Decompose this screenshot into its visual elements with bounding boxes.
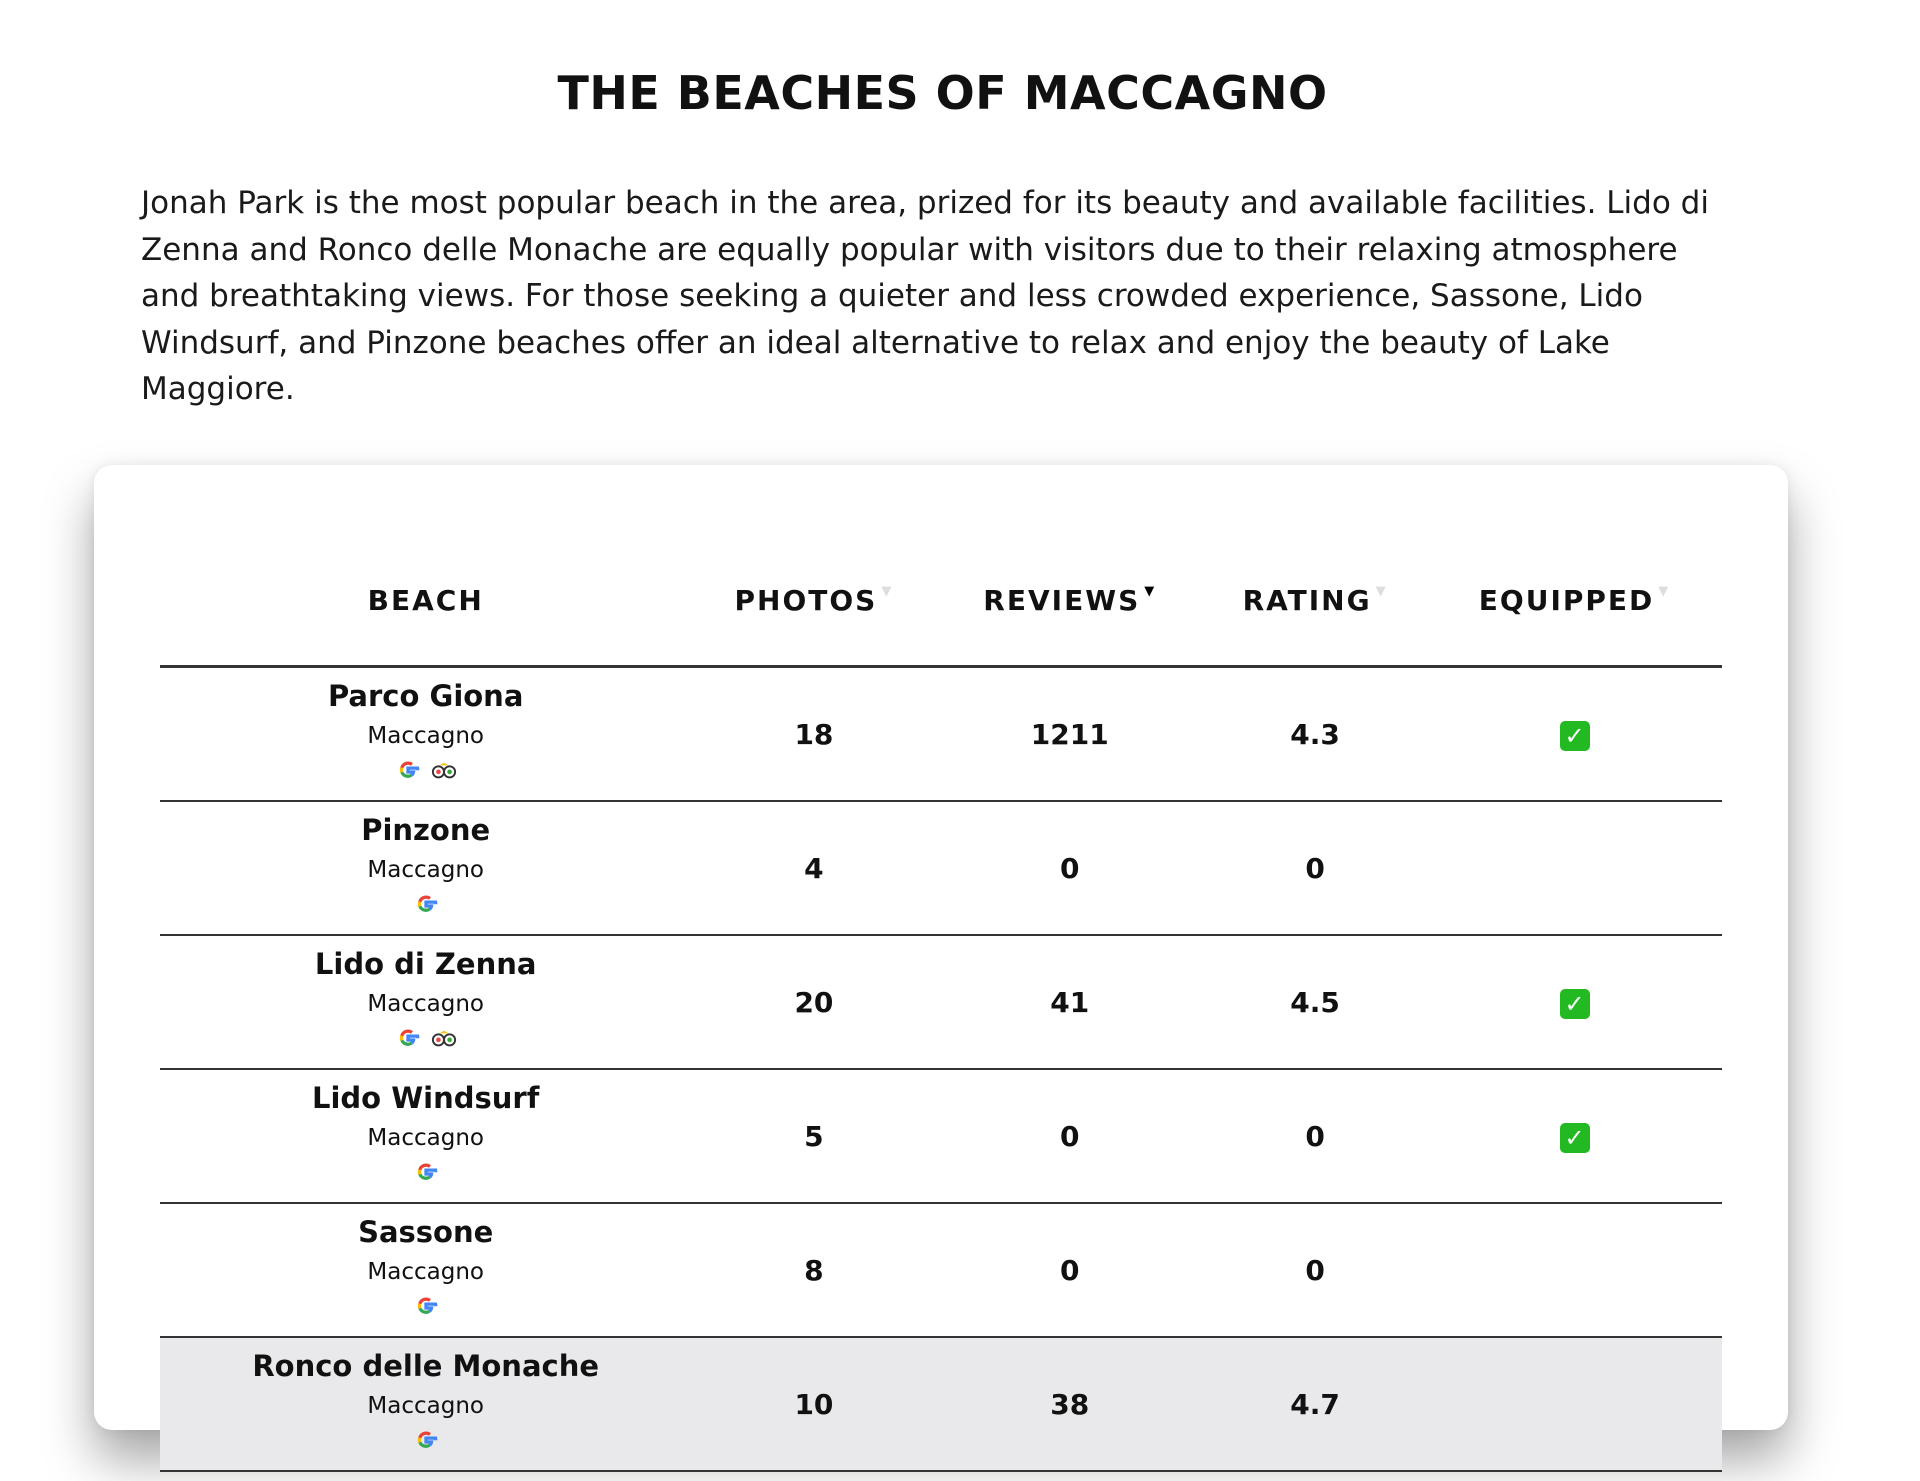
column-header-photos[interactable] [691, 535, 936, 667]
table-row[interactable] [160, 1337, 1722, 1471]
column-header-label: EQUIPPED [1478, 583, 1655, 617]
beach-name[interactable]: Pinzone [361, 812, 491, 847]
beach-cell [160, 667, 691, 802]
equipped-cell [1427, 801, 1722, 935]
column-header-label: RATING [1242, 583, 1372, 617]
google-icon[interactable] [413, 1159, 439, 1192]
beach-name[interactable]: Lido Windsurf [312, 1080, 540, 1115]
table-row[interactable] [160, 667, 1722, 802]
beach-name[interactable]: Lido di Zenna [314, 946, 537, 981]
rating-cell: 4.7 [1203, 1337, 1427, 1471]
column-header-rating[interactable] [1203, 535, 1427, 667]
equipped-cell [1427, 1337, 1722, 1471]
equipped-cell [1427, 1203, 1722, 1337]
table-row[interactable] [160, 1203, 1722, 1337]
intro-paragraph: Jonah Park is the most popular beach in the area, prized for its beauty and available facilities. Lido di Zenna and Ronco delle Monache are equally popular with visitors due to their relaxing atmosphere and breathtaking views. For those seeking a quieter and less crowded experience, Sassone, Lido Windsurf, and Pinzone beaches offer an ideal alternative to relax and enjoy the beauty of Lake Maggiore. [141, 185, 1709, 407]
table-row[interactable] [160, 801, 1722, 935]
tripadvisor-icon[interactable] [431, 757, 457, 790]
beach-cell [160, 801, 691, 935]
beach-location: Maccagno [367, 1124, 484, 1151]
beach-location: Maccagno [367, 856, 484, 883]
google-icon[interactable] [395, 1025, 421, 1058]
column-header-label: REVIEWS [983, 583, 1141, 617]
rating-cell: 4.5 [1203, 935, 1427, 1069]
equipped-cell [1427, 1069, 1722, 1203]
page-title: THE BEACHES OF MACCAGNO [557, 66, 1328, 120]
sort-arrow-icon[interactable]: ▼ [1375, 583, 1388, 599]
beaches-table [160, 535, 1722, 1472]
column-header-label: PHOTOS [734, 583, 878, 617]
beach-cell [160, 1337, 691, 1471]
equipped-cell [1427, 935, 1722, 1069]
check-icon: ✓ [1560, 1123, 1590, 1153]
beach-name[interactable]: Sassone [358, 1214, 494, 1249]
google-icon[interactable] [413, 1293, 439, 1326]
column-header-label: BEACH [367, 583, 484, 617]
google-icon[interactable] [413, 891, 439, 924]
beach-cell [160, 935, 691, 1069]
rating-cell: 4.3 [1203, 667, 1427, 802]
beach-location: Maccagno [367, 1392, 484, 1419]
beach-name[interactable]: Parco Giona [327, 678, 524, 713]
rating-cell: 0 [1203, 1069, 1427, 1203]
photos-cell: 5 [691, 1069, 936, 1203]
equipped-cell [1427, 667, 1722, 802]
google-icon[interactable] [413, 1427, 439, 1460]
reviews-cell: 0 [936, 1203, 1203, 1337]
reviews-cell: 1211 [936, 667, 1203, 802]
reviews-cell: 0 [936, 1069, 1203, 1203]
beach-cell [160, 1203, 691, 1337]
reviews-cell: 41 [936, 935, 1203, 1069]
photos-cell: 10 [691, 1337, 936, 1471]
sort-arrow-icon[interactable]: ▼ [881, 583, 894, 599]
beach-cell [160, 1069, 691, 1203]
sort-arrow-icon[interactable]: ▼ [1658, 583, 1671, 599]
photos-cell: 20 [691, 935, 936, 1069]
beach-location: Maccagno [367, 1258, 484, 1285]
table-row[interactable] [160, 1069, 1722, 1203]
rating-cell: 0 [1203, 1203, 1427, 1337]
photos-cell: 18 [691, 667, 936, 802]
reviews-cell: 38 [936, 1337, 1203, 1471]
rating-cell: 0 [1203, 801, 1427, 935]
check-icon: ✓ [1560, 989, 1590, 1019]
photos-cell: 8 [691, 1203, 936, 1337]
beach-location: Maccagno [367, 722, 484, 749]
tripadvisor-icon[interactable] [431, 1025, 457, 1058]
table-row[interactable] [160, 935, 1722, 1069]
photos-cell: 4 [691, 801, 936, 935]
column-header-equipped[interactable] [1427, 535, 1722, 667]
beach-name[interactable]: Ronco delle Monache [252, 1348, 600, 1383]
check-icon: ✓ [1560, 721, 1590, 751]
column-header-reviews[interactable] [936, 535, 1203, 667]
google-icon[interactable] [395, 757, 421, 790]
beach-location: Maccagno [367, 990, 484, 1017]
column-header-beach[interactable] [160, 535, 691, 667]
reviews-cell: 0 [936, 801, 1203, 935]
beaches-card [94, 465, 1788, 1430]
sort-arrow-icon[interactable]: ▼ [1144, 583, 1157, 599]
